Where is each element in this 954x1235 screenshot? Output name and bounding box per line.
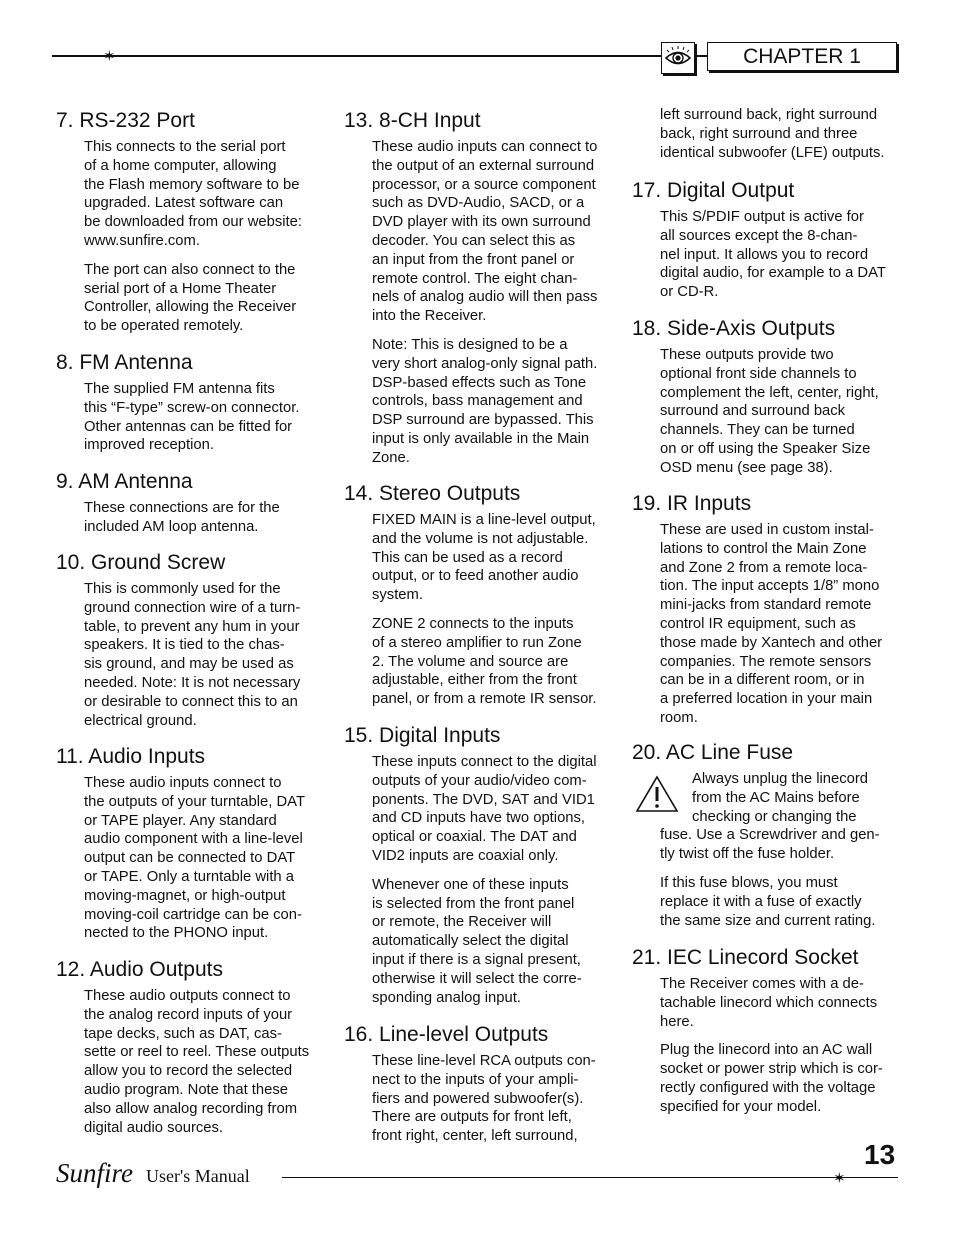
section-title: 13. 8-CH Input [344, 109, 481, 132]
text-line: be downloaded from our website: [84, 214, 302, 231]
text-line: or TAPE. Only a turntable with a [84, 868, 294, 885]
text-line: upgraded. Latest software can [84, 195, 284, 212]
paragraph [660, 874, 880, 930]
section-title: 19. IR Inputs [632, 492, 752, 515]
section-ac-line-fuse [632, 740, 880, 940]
section-body [660, 826, 880, 930]
text-line: the Flash memory software to be [84, 176, 300, 193]
text-line: replace it with a fuse of exactly [660, 893, 862, 910]
paragraph [660, 975, 883, 1031]
section-audio-outputs [56, 957, 309, 1147]
text-line: moving-magnet, or high-output [84, 887, 286, 904]
section-line-level-outputs-cont [632, 106, 885, 172]
section-body [660, 106, 885, 162]
text-line: otherwise it will select the corre- [372, 970, 582, 987]
star-ornament-icon: ✶ [833, 1170, 846, 1187]
text-line: automatically select the digital [372, 933, 569, 950]
text-line: back, right surround and three [660, 125, 858, 142]
text-line: nected to the PHONO input. [84, 925, 269, 942]
text-line: to be operated remotely. [84, 318, 244, 335]
text-line: These line-level RCA outputs con- [372, 1053, 596, 1069]
text-line: all sources except the 8-chan- [660, 227, 858, 244]
section-title: 18. Side-Axis Outputs [632, 317, 836, 340]
section-body [372, 511, 597, 709]
text-line: This S/PDIF output is active for [660, 209, 864, 225]
paragraph [372, 336, 597, 468]
text-line: the same size and current rating. [660, 912, 876, 929]
section-title: 21. IEC Linecord Socket [632, 946, 859, 969]
text-line: fiers and powered subwoofer(s). [372, 1090, 584, 1107]
text-line: This can be used as a record [372, 549, 563, 566]
paragraph [660, 208, 886, 302]
text-line: This is commonly used for the [84, 581, 281, 597]
text-line: nect to the inputs of your ampli- [372, 1071, 579, 1088]
text-line: audio program. Note that these [84, 1081, 288, 1098]
text-line: included AM loop antenna. [84, 518, 259, 535]
text-line: and the volume is not adjustable. [372, 530, 589, 547]
section-iec-linecord-socket [632, 945, 883, 1127]
section-8ch-input [344, 108, 597, 478]
text-line: mini-jacks from standard remote [660, 597, 872, 614]
text-line: complement the left, center, right, [660, 384, 879, 401]
section-title: 14. Stereo Outputs [344, 482, 521, 505]
text-line: controls, bass management and [372, 393, 583, 410]
text-line: allow you to record the selected [84, 1063, 293, 1080]
text-line: These connections are for the [84, 500, 280, 516]
text-line: output can be connected to DAT [84, 850, 296, 867]
text-line: or remote, the Receiver will [372, 914, 552, 931]
text-line: can be in a different room, or in [660, 672, 865, 689]
text-line: this “F-type” screw-on connector. [84, 399, 300, 416]
text-line: outputs of your audio/video com- [372, 772, 587, 789]
text-line: an input from the front panel or [372, 251, 575, 268]
text-line: These audio inputs connect to [84, 775, 282, 791]
text-line: www.sunfire.com. [84, 232, 200, 249]
text-line: Other antennas can be fitted for [84, 418, 293, 435]
text-line: and Zone 2 from a remote loca- [660, 559, 868, 576]
text-line: OSD menu (see page 38). [660, 459, 833, 476]
text-line: checking or changing the [692, 808, 857, 825]
paragraph [84, 987, 309, 1137]
text-line: improved reception. [84, 437, 214, 454]
text-line: DSP surround are bypassed. This [372, 412, 594, 429]
text-line: ZONE 2 connects to the inputs [372, 615, 574, 632]
paragraph [84, 138, 302, 251]
text-line: such as DVD-Audio, SACD, or a [372, 195, 585, 212]
text-line: specified for your model. [660, 1098, 822, 1115]
paragraph [660, 521, 882, 728]
paragraph [84, 499, 280, 537]
section-body [660, 346, 879, 478]
text-line: input if there is a signal present, [372, 951, 581, 968]
text-line: ponents. The DVD, SAT and VID1 [372, 791, 595, 808]
text-line: is selected from the front panel [372, 895, 575, 912]
text-line: from the AC Mains before [692, 789, 860, 806]
section-title: 12. Audio Outputs [56, 958, 223, 981]
paragraph [660, 346, 879, 478]
text-line: digital audio, for example to a DAT [660, 265, 886, 282]
text-line: decoder. You can select this as [372, 232, 576, 249]
eye-badge [661, 42, 695, 74]
section-title: 16. Line-level Outputs [344, 1023, 549, 1046]
paragraph [84, 580, 300, 730]
section-rs232 [56, 108, 302, 346]
text-line: tachable linecord which connects [660, 994, 878, 1011]
text-line: There are outputs for front left, [372, 1109, 572, 1126]
warning-triangle-icon [634, 774, 680, 814]
section-body [660, 521, 882, 728]
section-title: 20. AC Line Fuse [632, 741, 794, 764]
paragraph [372, 1052, 596, 1146]
text-line: These inputs connect to the digital [372, 754, 597, 770]
text-line: and CD inputs have two options, [372, 810, 586, 827]
footer-rule [282, 1177, 898, 1178]
text-line: processor, or a source component [372, 176, 596, 193]
section-body [84, 987, 309, 1137]
text-line: lations to control the Main Zone [660, 540, 867, 557]
text-line: or desirable to connect this to an [84, 693, 298, 710]
section-title: 7. RS-232 Port [56, 109, 195, 132]
text-line: moving-coil cartridge can be con- [84, 906, 302, 923]
text-line: room. [660, 709, 698, 726]
paragraph [372, 615, 597, 709]
section-body [84, 380, 299, 455]
text-line: system. [372, 587, 423, 604]
text-line: panel, or from a remote IR sensor. [372, 691, 597, 708]
section-stereo-outputs [344, 481, 597, 719]
text-line: sis ground, and may be used as [84, 656, 294, 673]
paragraph [84, 380, 299, 455]
section-digital-inputs [344, 723, 597, 1017]
text-line: rectly configured with the voltage [660, 1079, 876, 1096]
section-audio-inputs [56, 744, 305, 953]
text-line: Controller, allowing the Receiver [84, 299, 297, 316]
text-line: These outputs provide two [660, 347, 834, 363]
paragraph [660, 826, 880, 864]
text-line: tion. The input accepts 1/8” mono [660, 578, 880, 595]
text-line: Note: This is designed to be a [372, 336, 568, 353]
section-title: 11. Audio Inputs [56, 745, 206, 768]
text-line: Whenever one of these inputs [372, 876, 569, 893]
page-number: 13 [864, 1139, 896, 1170]
text-line: into the Receiver. [372, 308, 487, 325]
text-line: of a home computer, allowing [84, 157, 277, 174]
manual-label: User's Manual [146, 1166, 250, 1186]
text-line: These audio outputs connect to [84, 988, 291, 1004]
text-line: sette or reel to reel. These outputs [84, 1044, 310, 1061]
text-line: Plug the linecord into an AC wall [660, 1042, 873, 1059]
text-line: sponding analog input. [372, 989, 521, 1006]
section-body [84, 138, 302, 336]
section-body [372, 1052, 596, 1146]
text-line: output, or to feed another audio [372, 568, 579, 585]
text-line: Zone. [372, 449, 410, 466]
text-line: audio component with a line-level [84, 831, 303, 848]
section-body [660, 208, 886, 302]
paragraph [372, 753, 597, 866]
section-ir-inputs [632, 491, 882, 738]
section-line-level-outputs [344, 1022, 596, 1156]
text-line: surround and surround back [660, 403, 846, 420]
text-line: control IR equipment, such as [660, 615, 856, 632]
text-line: serial port of a Home Theater [84, 280, 277, 297]
section-body [660, 975, 883, 1117]
text-line: front right, center, left surround, [372, 1128, 578, 1145]
section-title: 9. AM Antenna [56, 470, 193, 493]
text-line: a preferred location in your main [660, 691, 873, 708]
text-line: If this fuse blows, you must [660, 874, 838, 891]
eye-icon [662, 43, 694, 73]
text-line: ground connection wire of a turn- [84, 599, 301, 616]
chapter-label: CHAPTER 1 [707, 42, 897, 71]
text-line: companies. The remote sensors [660, 653, 872, 670]
section-body [372, 753, 597, 1007]
text-line: nels of analog audio will then pass [372, 289, 598, 306]
section-title: 15. Digital Inputs [344, 724, 501, 747]
text-line: VID2 inputs are coaxial only. [372, 847, 559, 864]
section-title: 8. FM Antenna [56, 351, 193, 374]
paragraph [84, 774, 305, 943]
section-body [84, 580, 300, 730]
text-line: needed. Note: It is not necessary [84, 674, 301, 691]
text-line: also allow analog recording from [84, 1100, 298, 1117]
text-line: electrical ground. [84, 712, 197, 729]
text-line: the analog record inputs of your [84, 1006, 293, 1023]
brand-logo: Sunfire [56, 1158, 133, 1188]
text-line: tape decks, such as DAT, cas- [84, 1025, 282, 1042]
star-ornament-icon: ✶ [103, 48, 116, 65]
section-body [84, 499, 280, 537]
paragraph [660, 1041, 883, 1116]
text-line: input is only available in the Main [372, 430, 590, 447]
section-digital-output [632, 178, 886, 312]
paragraph [372, 876, 597, 1008]
text-line: here. [660, 1013, 694, 1030]
text-line: DSP-based effects such as Tone [372, 374, 587, 391]
text-line: fuse. Use a Screwdriver and gen- [660, 827, 880, 844]
section-side-axis-outputs [632, 316, 879, 488]
warning-text [692, 770, 880, 826]
text-line: optional front side channels to [660, 365, 857, 382]
text-line: FIXED MAIN is a line-level output, [372, 512, 596, 528]
text-line: 2. The volume and source are [372, 653, 569, 670]
text-line: table, to prevent any hum in your [84, 618, 300, 635]
text-line: channels. They can be turned [660, 422, 855, 439]
paragraph [372, 138, 597, 326]
warning-block [632, 770, 880, 930]
section-ground-screw [56, 550, 300, 740]
text-line: of a stereo amplifier to run Zone [372, 634, 582, 651]
text-line: or TAPE player. Any standard [84, 812, 277, 829]
paragraph [660, 106, 885, 162]
paragraph [372, 511, 597, 605]
text-line: These are used in custom instal- [660, 522, 874, 538]
text-line: those made by Xantech and other [660, 634, 883, 651]
section-am-antenna [56, 469, 280, 547]
text-line: socket or power strip which is cor- [660, 1061, 883, 1078]
text-line: This connects to the serial port [84, 139, 286, 155]
section-fm-antenna [56, 350, 299, 465]
text-line: Always unplug the linecord [692, 771, 869, 787]
text-line: The Receiver comes with a de- [660, 976, 864, 992]
text-line: adjustable, either from the front [372, 672, 577, 689]
text-line: very short analog-only signal path. [372, 355, 598, 372]
text-line: nel input. It allows you to record [660, 246, 869, 263]
section-body [84, 774, 305, 943]
text-line: remote control. The eight chan- [372, 270, 578, 287]
text-line: the outputs of your turntable, DAT [84, 793, 305, 810]
text-line: speakers. It is tied to the chas- [84, 637, 285, 654]
section-body [372, 138, 597, 468]
text-line: tly twist off the fuse holder. [660, 846, 835, 863]
text-line: These audio inputs can connect to [372, 139, 598, 155]
text-line: DVD player with its own surround [372, 214, 591, 231]
text-line: or CD-R. [660, 284, 719, 301]
section-title: 10. Ground Screw [56, 551, 226, 574]
text-line: The supplied FM antenna fits [84, 381, 275, 397]
text-line: optical or coaxial. The DAT and [372, 829, 577, 846]
text-line: identical subwoofer (LFE) outputs. [660, 144, 885, 161]
text-line: left surround back, right surround [660, 107, 878, 123]
text-line: the output of an external surround [372, 157, 595, 174]
text-line: The port can also connect to the [84, 261, 296, 278]
paragraph [84, 261, 302, 336]
text-line: digital audio sources. [84, 1119, 224, 1136]
section-title: 17. Digital Output [632, 179, 795, 202]
text-line: on or off using the Speaker Size [660, 440, 871, 457]
